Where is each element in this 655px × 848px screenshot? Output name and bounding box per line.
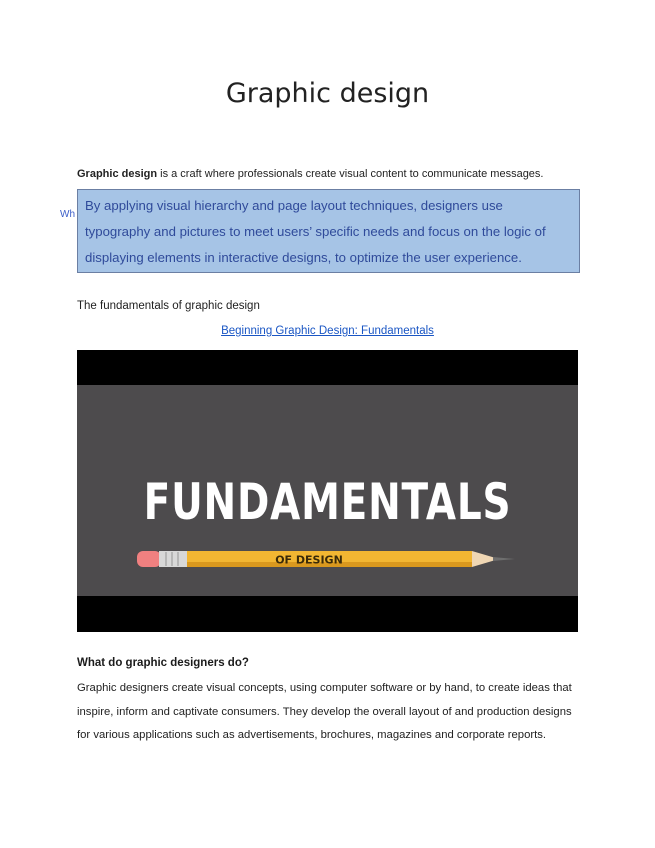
pencil-ferrule bbox=[159, 551, 187, 567]
pencil-icon bbox=[137, 547, 527, 573]
pencil-label: OF DESIGN bbox=[275, 553, 343, 567]
page-title: Graphic design bbox=[225, 78, 430, 109]
stray-text-fragment: Wh bbox=[60, 209, 75, 220]
embedded-video[interactable] bbox=[77, 350, 578, 632]
callout-box[interactable]: By applying visual hierarchy and page layout techniques, designers use typography and pictures to meet users’ specific needs and focus on the logic of displaying elements in interactive designs, to optimize the user experience. bbox=[77, 189, 580, 273]
video-headline: FUNDAMENTALS bbox=[143, 473, 512, 531]
pencil-eraser bbox=[137, 551, 161, 567]
video-thumbnail bbox=[77, 385, 578, 596]
intro-paragraph bbox=[77, 168, 577, 180]
body-paragraph: Graphic designers create visual concepts, using computer software or by hand, to create ideas that inspire, inform and captivate consumers. They develop the overall layout of and production designs for various applications such as advertisements, brochures, magazines and corporate reports. bbox=[77, 682, 572, 742]
intro-bold-term: Graphic design bbox=[77, 168, 158, 180]
pencil-lead bbox=[493, 557, 515, 561]
section-heading: What do graphic designers do? bbox=[77, 657, 249, 669]
section-label: The fundamentals of graphic design bbox=[77, 300, 260, 312]
intro-text: is a craft where professionals create visual content to communicate messages. bbox=[157, 168, 544, 180]
video-link[interactable]: Beginning Graphic Design: Fundamentals bbox=[221, 325, 434, 337]
